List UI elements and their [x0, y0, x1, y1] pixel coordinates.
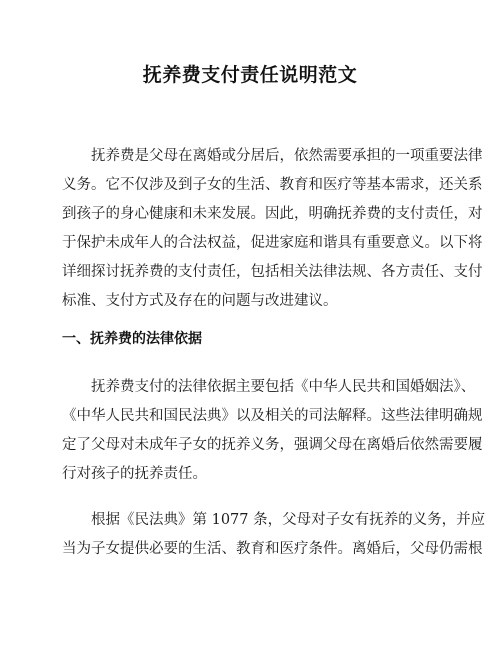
paragraph-line: 行对孩子的抚养责任。: [62, 466, 207, 482]
paragraph-line: 抚养费是父母在离婚或分居后，依然需要承担的一项重要法律: [91, 148, 483, 164]
paragraph-line: 到孩子的身心健康和未来发展。因此，明确抚养费的支付责任，对: [62, 206, 483, 222]
paragraph-line: 当为子女提供必要的生活、教育和医疗条件。离婚后，父母仍需根: [62, 541, 483, 557]
paragraph-line: 于保护未成年人的合法权益，促进家庭和谐具有重要意义。以下将: [62, 235, 483, 251]
paragraph-line: 《中华人民共和国民法典》以及相关的司法解释。这些法律明确规: [62, 408, 483, 424]
paragraph-line: 根据《民法典》第 1077 条，父母对子女有抚养的义务，并应: [91, 512, 486, 528]
intro-paragraph: [62, 142, 483, 316]
section1-paragraph-1: [62, 373, 483, 489]
paragraph-line: 定了父母对未成年子女的抚养义务，强调父母在离婚后依然需要履: [62, 437, 483, 453]
document-title: 抚养费支付责任说明范文: [142, 64, 358, 86]
section1-paragraph-2: [62, 506, 486, 564]
paragraph-line: 详细探讨抚养费的支付责任，包括相关法律法规、各方责任、支付: [62, 264, 483, 280]
paragraph-line: 标准、支付方式及存在的问题与改进建议。: [62, 293, 338, 309]
paragraph-line: 义务。它不仅涉及到子女的生活、教育和医疗等基本需求，还关系: [62, 177, 483, 193]
paragraph-line: 抚养费支付的法律依据主要包括《中华人民共和国婚姻法》、: [91, 379, 476, 395]
section-heading: 一、抚养费的法律依据: [62, 331, 202, 347]
